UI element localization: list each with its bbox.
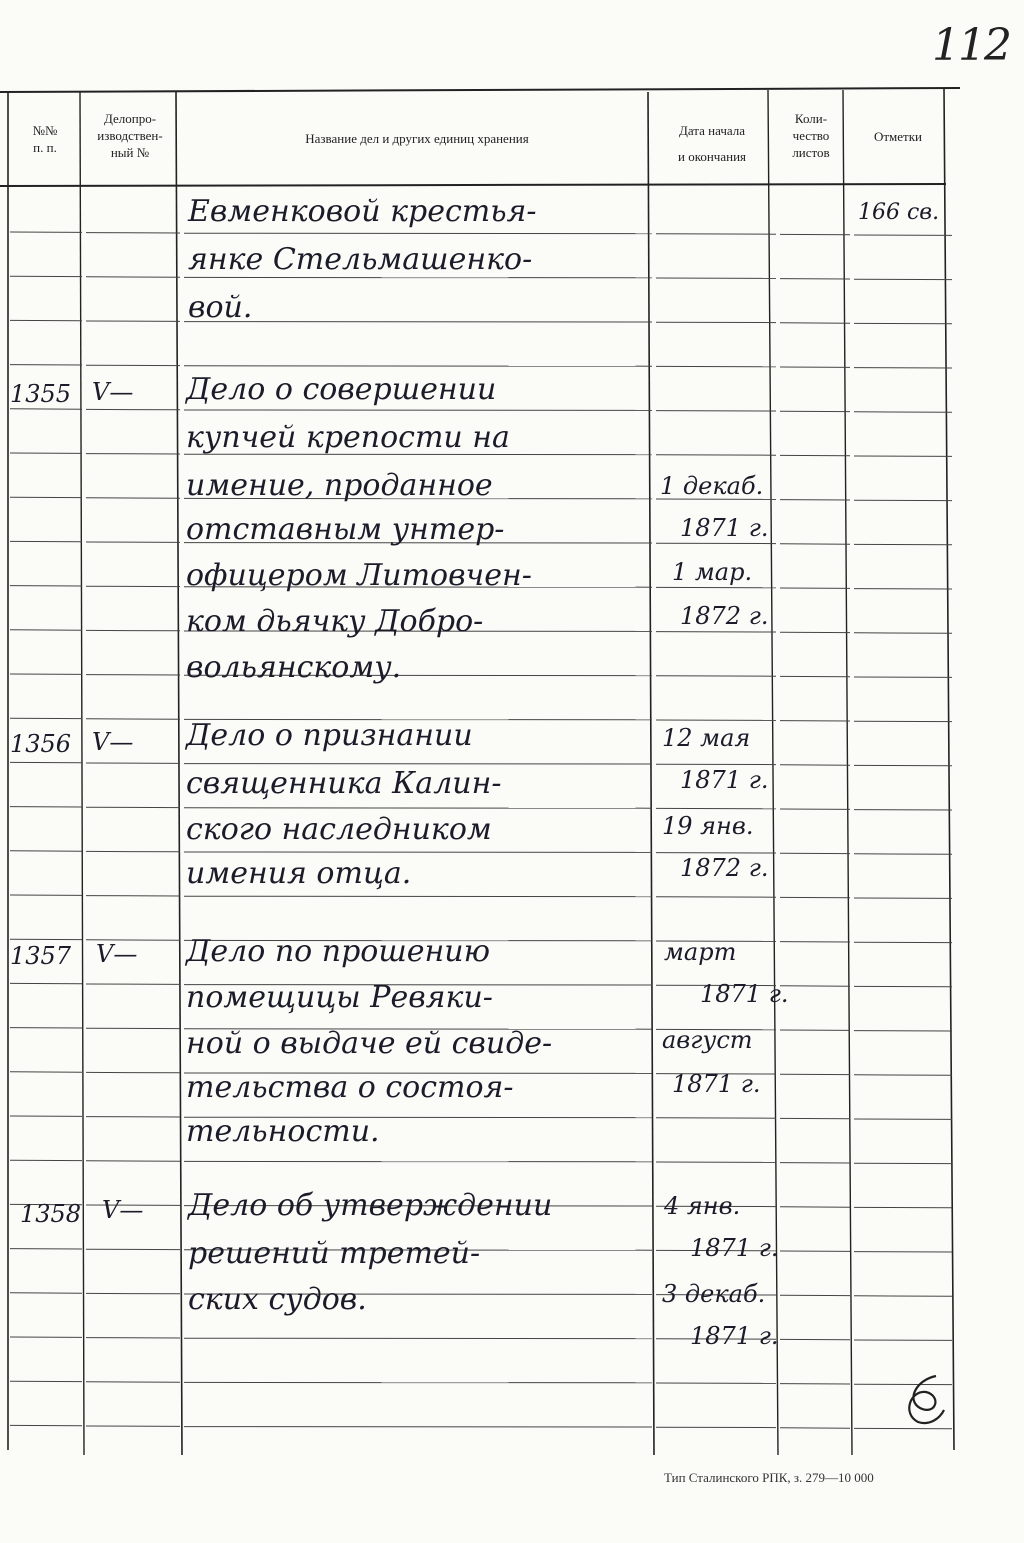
entry-2-line-0: Дело о признании — [186, 718, 473, 753]
entry-3-line-0: Дело по прошению — [186, 934, 491, 969]
entry-1-line-1: купчей крепости на — [186, 420, 510, 455]
entry-2-date-2: 19 янв. — [662, 812, 754, 840]
entry-3-line-4: тельности. — [186, 1114, 380, 1149]
entry-3-date-0: март — [664, 938, 737, 966]
entry-1-line-5: ком дьячку Добро- — [186, 604, 484, 639]
entry-4-date-0: 4 янв. — [664, 1192, 741, 1220]
entry-4-date-3: 1871 г. — [690, 1322, 779, 1350]
entry-3-line-1: помещицы Ревяки- — [186, 980, 493, 1015]
entry-3-number: 1357 — [10, 942, 72, 970]
header-dates: Дата начала и окончания — [677, 123, 747, 164]
entry-1-dept: V— — [92, 378, 134, 406]
entry-2-line-2: ского наследником — [186, 812, 492, 847]
entry-1-date-1: 1871 г. — [680, 514, 769, 542]
entry-1-date-0: 1 декаб. — [660, 472, 764, 500]
entry-1-line-2: имение, проданное — [186, 468, 493, 503]
entry-4-line-1: решений третей- — [188, 1236, 481, 1271]
entry-1-line-6: вольянскому. — [186, 650, 402, 685]
entry-2-date-1: 1871 г. — [680, 766, 769, 794]
page-number: 112 — [932, 20, 1010, 71]
entry-2-line-3: имения отца. — [186, 856, 412, 891]
entry-3-line-3: тельства о состоя- — [186, 1070, 514, 1105]
entry-1-line-4: офицером Литовчен- — [186, 558, 532, 593]
header-title: Название дел и других единиц хранения — [305, 131, 529, 146]
entry-0-line-2: вой. — [188, 290, 253, 325]
entry-4-line-0: Дело об утверждении — [188, 1188, 553, 1223]
entry-3-date-2: август — [662, 1026, 753, 1054]
entry-4-date-1: 1871 г. — [690, 1234, 779, 1262]
entry-3-line-2: ной о выдаче ей свиде- — [186, 1026, 553, 1061]
entry-4-line-2: ских судов. — [188, 1282, 367, 1317]
entry-4-dept: V— — [102, 1196, 144, 1224]
entry-4-number: 1358 — [20, 1200, 82, 1228]
header-sheet-count: Коли- чество листов — [792, 111, 830, 160]
entry-3-date-1: 1871 г. — [700, 980, 789, 1008]
entry-2-number: 1356 — [10, 730, 72, 758]
header-num: №№ п. п. — [32, 123, 58, 155]
entry-3-dept: V— — [96, 940, 138, 968]
entry-4-date-2: 3 декаб. — [662, 1280, 766, 1308]
entry-1-number: 1355 — [10, 380, 72, 408]
entry-1-date-2: 1 мар. — [672, 558, 753, 586]
header-marks: Отметки — [873, 129, 923, 144]
entry-2-line-1: священника Калин- — [186, 766, 502, 801]
entry-3-date-3: 1871 г. — [672, 1070, 761, 1098]
header-dept-number: Делопро- изводствен- ный № — [97, 111, 163, 160]
entry-2-dept: V— — [92, 728, 134, 756]
entry-0-line-0: Евменковой крестья- — [188, 194, 537, 229]
printer-footer: Тип Сталинского РПК, з. 279—10 000 — [664, 1470, 874, 1485]
entry-1-line-0: Дело о совершении — [186, 372, 497, 407]
signature-mark-figure — [896, 1370, 956, 1430]
entry-1-date-3: 1872 г. — [680, 602, 769, 630]
entry-2-date-3: 1872 г. — [680, 854, 769, 882]
entry-0-line-1: янке Стельмашенко- — [188, 242, 533, 277]
entry-2-date-0: 12 мая — [662, 724, 751, 752]
entry-0-mark: 166 св. — [858, 200, 940, 225]
entry-1-line-3: отставным унтер- — [186, 512, 505, 547]
